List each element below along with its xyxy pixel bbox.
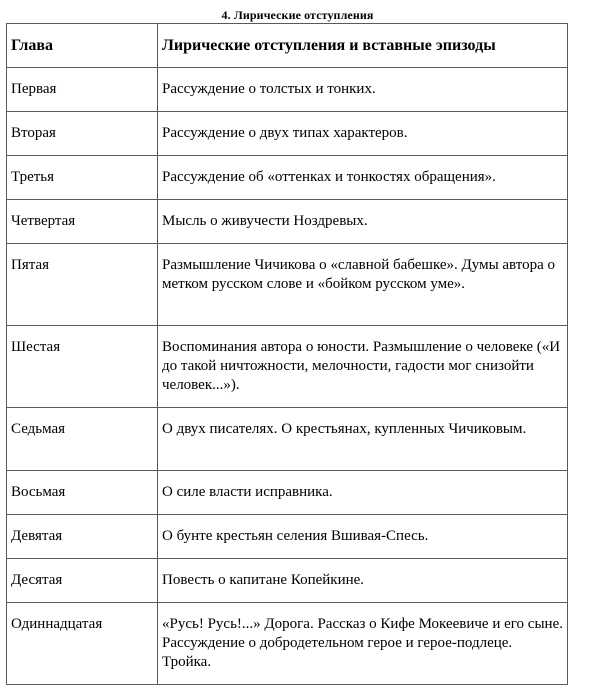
- episode-cell: Мысль о живучести Ноздревых.: [158, 200, 568, 244]
- table-row: [7, 68, 568, 112]
- episode-cell: О двух писателях. О крестьянах, купленных Чичиковым.: [158, 408, 568, 471]
- table-row: [7, 244, 568, 326]
- table-caption: 4. Лирические отступления: [221, 8, 374, 22]
- episode-cell: Воспоминания автора о юности. Размышление о человеке («И до такой ничтожности, мелочности, гадости мог снизойти человек...»).: [158, 326, 568, 408]
- digressions-table: [6, 23, 568, 685]
- episode-cell: Рассуждение об «оттенках и тонкостях обращения».: [158, 156, 568, 200]
- chapter-cell: Седьмая: [7, 408, 158, 471]
- episode-cell: «Русь! Русь!...» Дорога. Рассказ о Кифе Мокеевиче и его сыне. Рассуждение о добродетельном герое и герое-подлеце. Тройка.: [158, 603, 568, 685]
- table-row: [7, 559, 568, 603]
- table-row: [7, 408, 568, 471]
- table-row: [7, 326, 568, 408]
- column-header-episodes: Лирические отступления и вставные эпизоды: [158, 24, 568, 68]
- chapter-cell: Четвертая: [7, 200, 158, 244]
- chapter-cell: Шестая: [7, 326, 158, 408]
- episode-cell: Повесть о капитане Копейкине.: [158, 559, 568, 603]
- table-row: [7, 603, 568, 685]
- table-row: [7, 112, 568, 156]
- table-row: [7, 515, 568, 559]
- chapter-cell: Девятая: [7, 515, 158, 559]
- chapter-cell: Вторая: [7, 112, 158, 156]
- chapter-cell: Восьмая: [7, 471, 158, 515]
- table-row: [7, 156, 568, 200]
- chapter-cell: Пятая: [7, 244, 158, 326]
- chapter-cell: Десятая: [7, 559, 158, 603]
- episode-cell: Рассуждение о толстых и тонких.: [158, 68, 568, 112]
- episode-cell: О силе власти исправника.: [158, 471, 568, 515]
- chapter-cell: Первая: [7, 68, 158, 112]
- episode-cell: Размышление Чичикова о «славной бабешке». Думы автора о метком русском слове и «бойком русском уме».: [158, 244, 568, 326]
- column-header-chapter: Глава: [7, 24, 158, 68]
- episode-cell: О бунте крестьян селения Вшивая-Спесь.: [158, 515, 568, 559]
- table-header-row: [7, 24, 568, 68]
- episode-cell: Рассуждение о двух типах характеров.: [158, 112, 568, 156]
- table-row: [7, 471, 568, 515]
- table-row: [7, 200, 568, 244]
- chapter-cell: Третья: [7, 156, 158, 200]
- chapter-cell: Одиннадцатая: [7, 603, 158, 685]
